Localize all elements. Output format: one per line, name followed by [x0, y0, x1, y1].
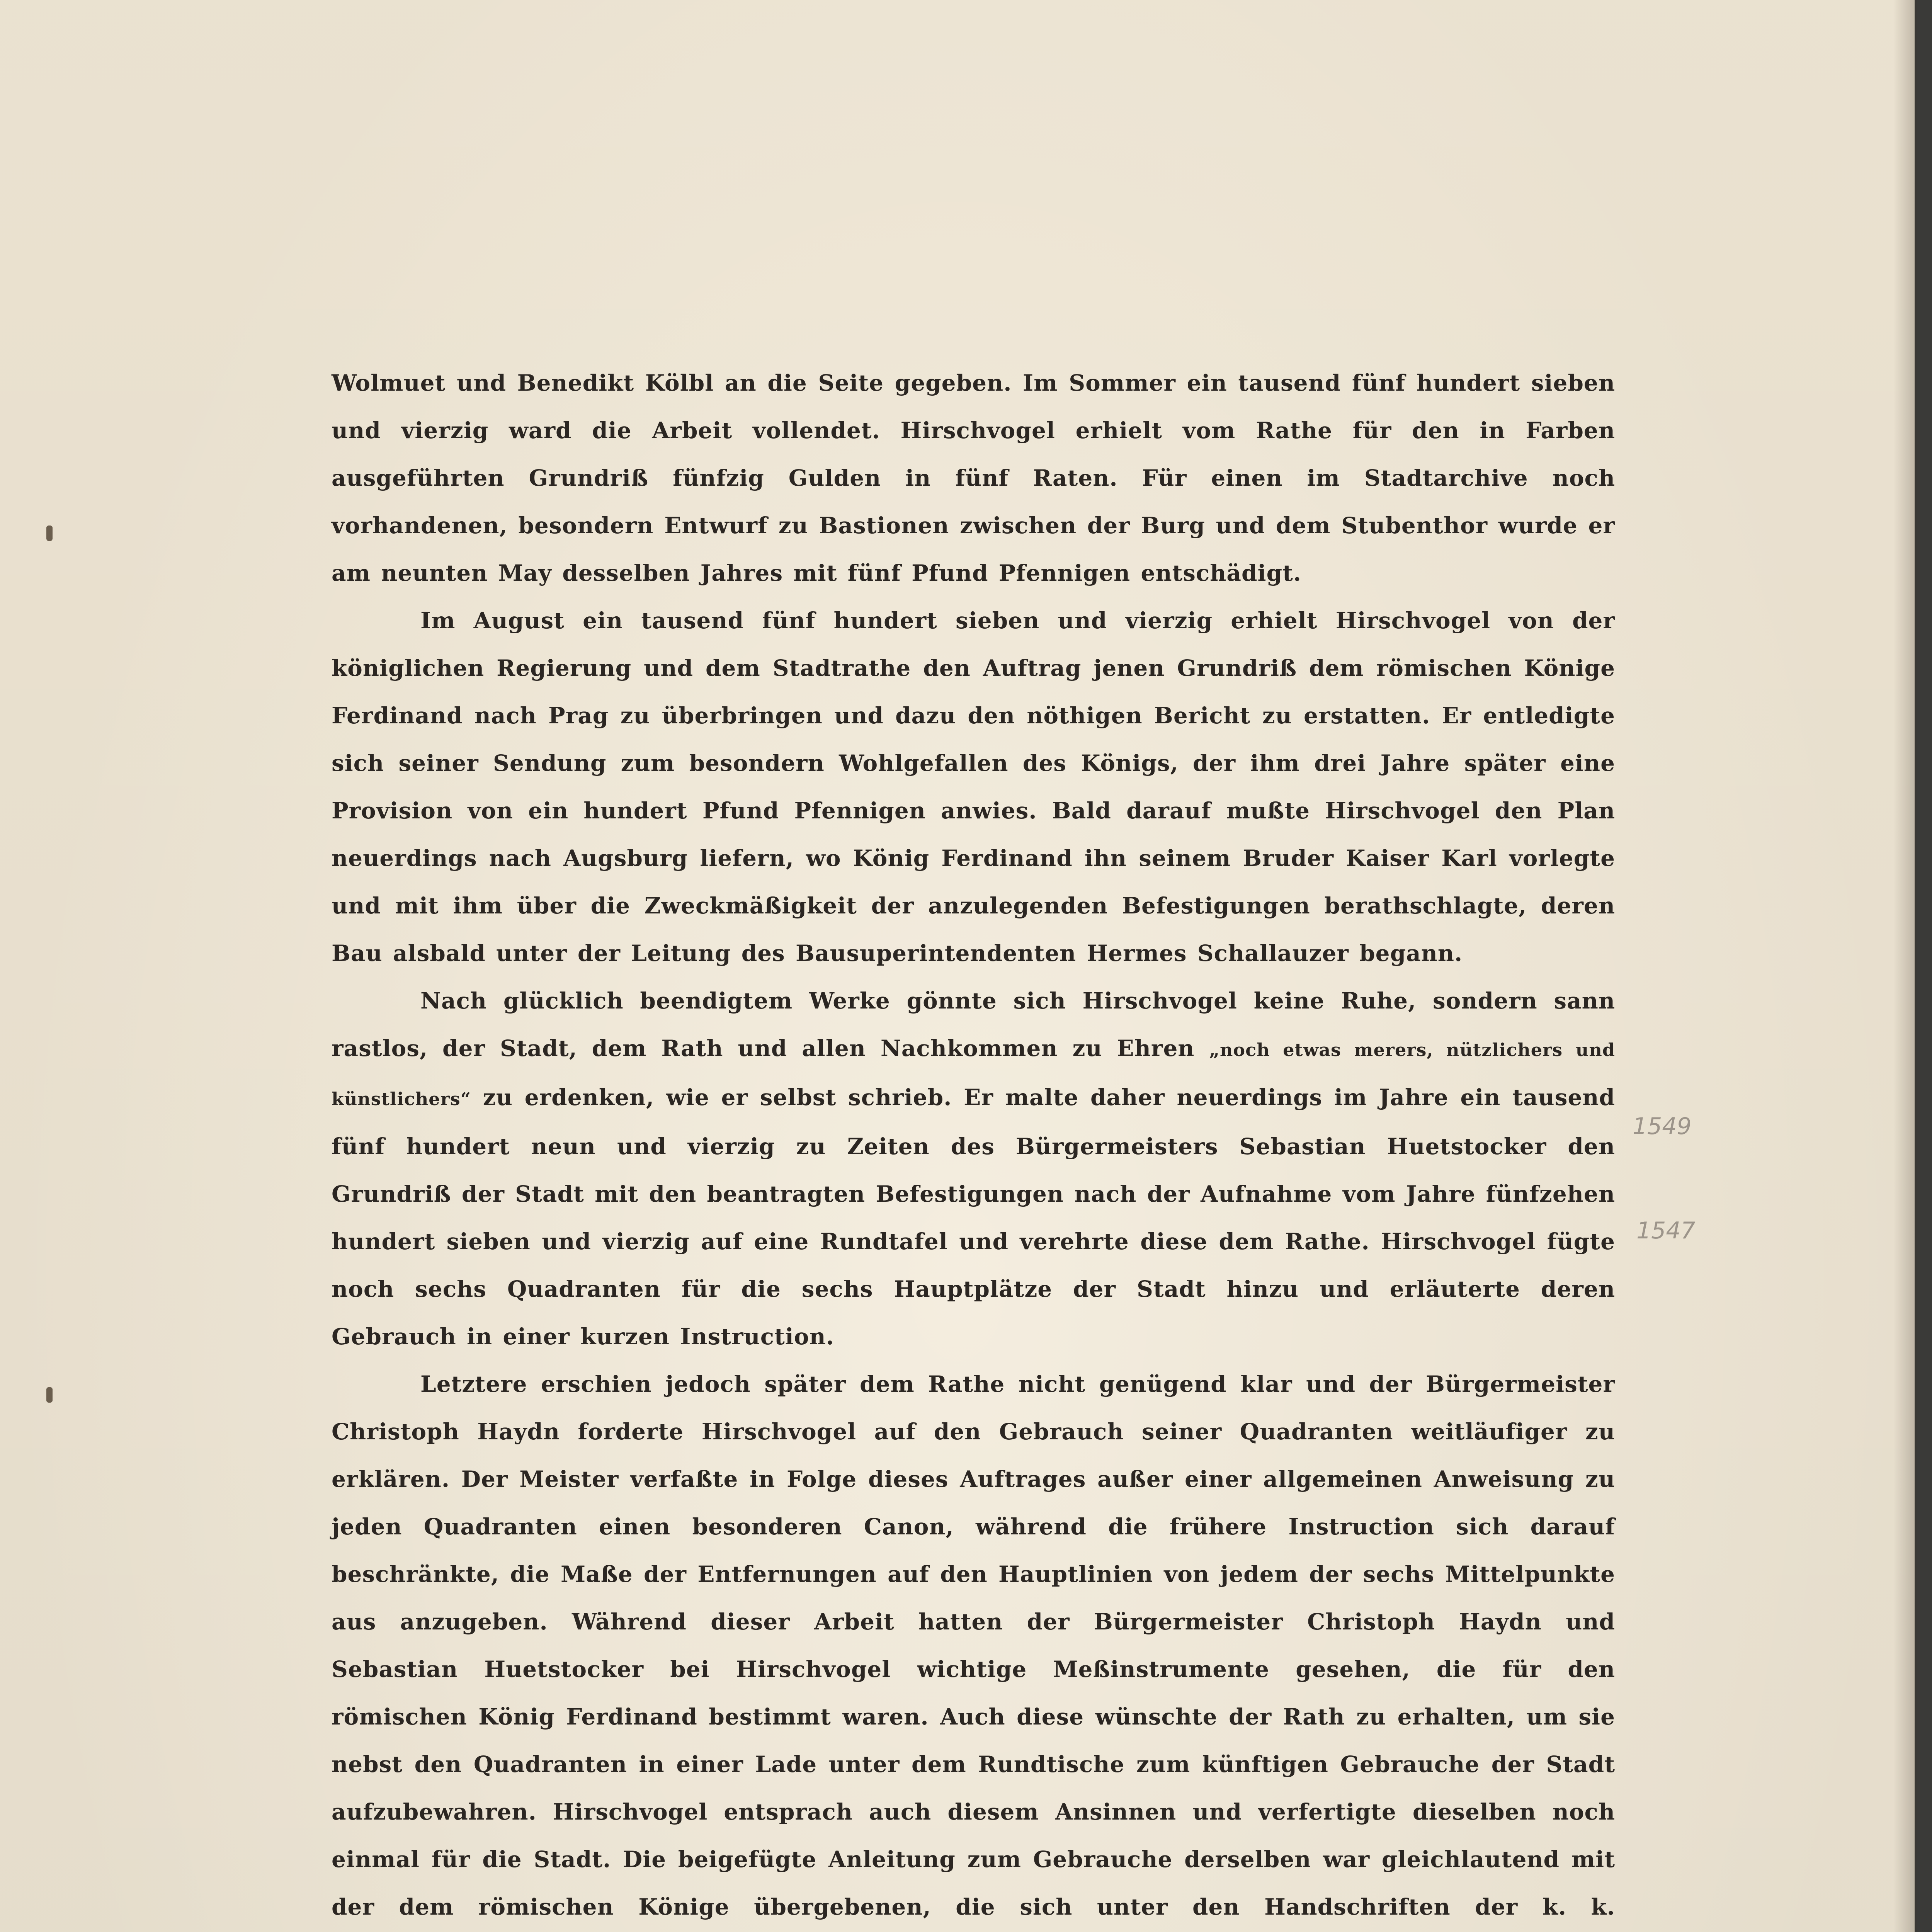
paragraph-1: Wolmuet und Benedikt Kölbl an die Seite gegeben. Im Sommer ein tausend fünf hundert sieben und vierzig ward die Arbeit vollendet. Hirschvogel erhielt vom Rathe für den in Farben ausgeführten Grundriß fünfzig Gulden in fünf Raten. Für einen im Stadtarchive noch vorhandenen, besondern Entwurf zu Bastionen zwischen der Burg und dem Stubenthor wurde er am neunten May desselben Jahres mit fünf Pfund Pfennigen entschädigt. [332, 370, 1615, 586]
paragraph-2: Im August ein tausend fünf hundert sieben und vierzig erhielt Hirschvogel von der königlichen Regierung und dem Stadtrathe den Auftrag jenen Grundriß dem römischen Könige Ferdinand nach Prag zu überbringen und dazu den nöthigen Bericht zu erstatten. Er entledigte sich seiner Sendung zum besondern Wohlgefallen des Königs, der ihm drei Jahre später eine Provision von ein hundert Pfund Pfennigen anwies. Bald darauf mußte Hirschvogel den Plan neuerdings nach Augsburg liefern, wo König Ferdinand ihn seinem Bruder Kaiser Karl vorlegte und mit ihm über die Zweckmäßigkeit der anzulegenden Befestigungen berathschlagte, deren Bau alsbald unter der Leitung des Bausuperintendenten Hermes Schallauzer begann. [332, 607, 1615, 966]
paragraph-3-start: Nach glücklich beendigtem Werke gönnte sich Hirschvogel keine Ruhe, sondern sann rastlos, der Stadt, dem Rath und allen Nachkommen zu Ehren [332, 988, 1615, 1061]
page-edge-shadow [1893, 0, 1917, 1932]
paragraph-3 [332, 977, 1615, 1361]
pencil-margin-note: 1547 [1636, 1217, 1696, 1244]
quotation: „noch etwas merers, nützlichers und künstlichers“ [332, 1039, 1615, 1109]
binding-thread-mark [46, 526, 53, 541]
paragraph-4: Letztere erschien jedoch später dem Rathe nicht genügend klar und der Bürgermeister Christoph Haydn forderte Hirschvogel auf den Gebrauch seiner Quadranten weitläufiger zu erklären. Der Meister verfaßte in Folge dieses Auftrages außer einer allgemeinen Anweisung zu jeden Quadranten einen besonderen Canon, während die frühere Instruction sich darauf beschränkte, die Maße der Entfernungen auf den Hauptlinien von jedem der sechs Mittelpunkte aus anzugeben. Während dieser Arbeit hatten der Bürgermeister Christoph Haydn und Sebastian Huetstocker bei Hirschvogel wichtige Meßinstrumente gesehen, die für den römischen König Ferdinand bestimmt waren. Auch diese wünschte der Rath zu erhalten, um sie nebst den Quadranten in einer Lade unter dem Rundtische zum künftigen Gebrauche der Stadt aufzubewahren. Hirschvogel entsprach auch diesem Ansinnen und verfertigte dieselben noch einmal für die Stadt. Die beigefügte Anleitung zum Gebrauche derselben war gleichlautend mit der dem römischen Könige übergebenen, die sich unter den Handschriften der k. k. [332, 1371, 1615, 1920]
paragraph-3-end: zu erdenken, wie er selbst schrieb. Er malte daher neuerdings im Jahre ein tausend fünf hundert neun und vierzig zu Zeiten des Bürgermeisters Sebastian Huetstocker den Grundriß der Stadt mit den beantragten Befestigungen nach der Aufnahme vom Jahre fünfzehen hundert sieben und vierzig auf eine Rundtafel und verehrte diese dem Rathe. Hirschvogel fügte noch sechs Quadranten für die sechs Hauptplätze der Stadt hinzu und erläuterte deren Gebrauch in einer kurzen Instruction. [332, 1084, 1615, 1350]
binding-thread-mark [46, 1387, 53, 1403]
pencil-margin-note: 1549 [1633, 1113, 1692, 1140]
body-text [332, 359, 1615, 1932]
